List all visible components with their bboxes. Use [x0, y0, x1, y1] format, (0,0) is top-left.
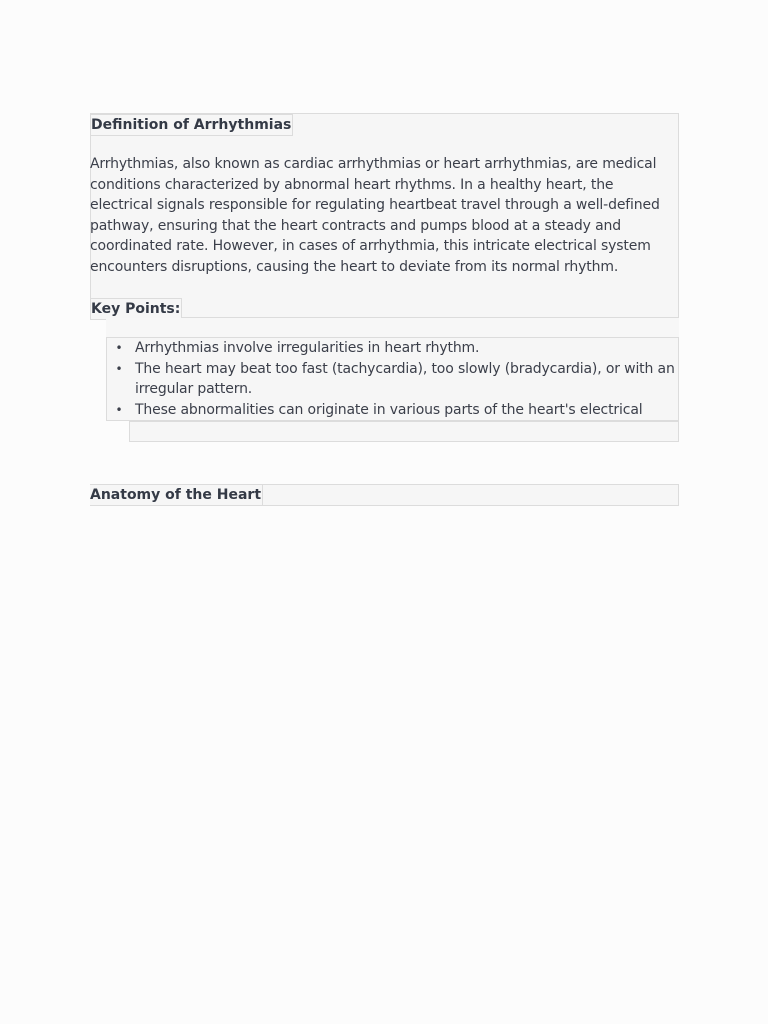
- bullet-icon: •: [115, 341, 123, 355]
- list-item-text: Arrhythmias involve irregularities in heart rhythm.: [135, 340, 480, 356]
- list-item: [106, 359, 679, 400]
- list-item: [106, 338, 679, 359]
- list-item-text: The heart may beat too fast (tachycardia), too slowly (bradycardia), or with an irregular pattern.: [135, 360, 675, 398]
- list-spacer-bottom: [129, 421, 679, 442]
- definition-heading: Definition of Arrhythmias: [90, 114, 293, 136]
- anatomy-heading: Anatomy of the Heart: [90, 487, 262, 503]
- list-spacer-top: [106, 318, 679, 338]
- list-item-text: These abnormalities can originate in various parts of the heart's electrical: [135, 401, 643, 418]
- definition-paragraph: Arrhythmias, also known as cardiac arrhythmias or heart arrhythmias, are medical conditions characterized by abnormal heart rhythms. In a healthy heart, the electrical signals responsible for regulating heartbeat travel through a well-defined pathway, ensuring that the heart contracts and pumps blood at a steady and coordinated rate. However, in cases of arrhythmia, this intricate electrical system encounters disruptions, causing the heart to deviate from its normal rhythm.: [90, 156, 660, 275]
- key-points-heading: Key Points:: [90, 298, 182, 320]
- bullet-icon: •: [115, 402, 123, 417]
- bullet-icon: •: [115, 361, 123, 376]
